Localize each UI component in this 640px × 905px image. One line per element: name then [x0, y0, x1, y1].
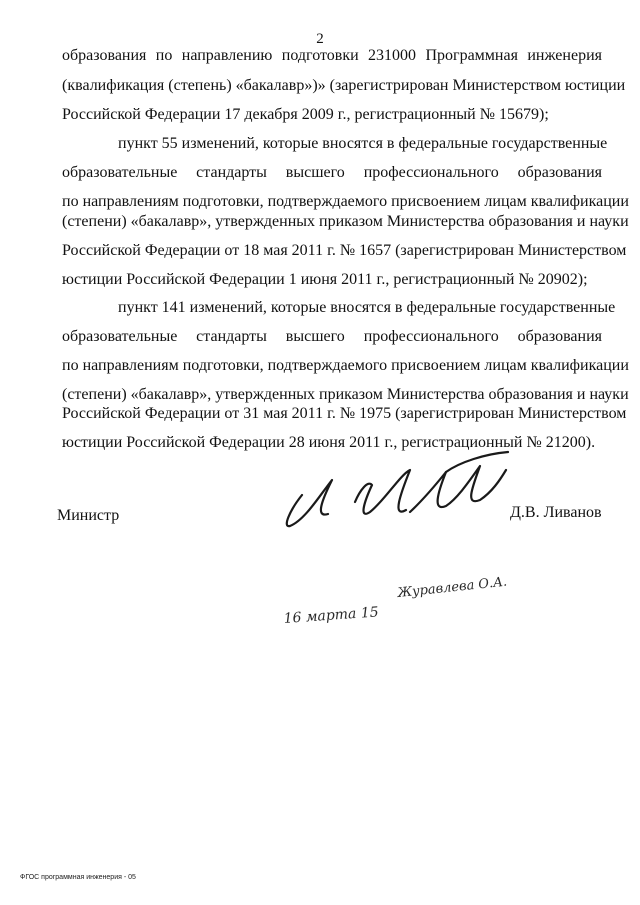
handwritten-note [270, 575, 530, 645]
paragraph-1-line-2: (квалификация (степень) «бакалавр»)» (зарегистрирован Министерством юстиции [62, 77, 626, 94]
handnote-line-2: 16 марта 15 [283, 604, 380, 627]
paragraph-2-line-2: образовательные стандарты высшего профессионального образования [62, 164, 602, 181]
paragraph-3-line-4: (степени) «бакалавр», утвержденных приказом Министерства образования и науки [62, 386, 629, 403]
paragraph-3-line-3: по направлениям подготовки, подтверждаемого присвоением лицам квалификации [62, 357, 629, 374]
footer-note: ФГОС программная инженерия - 05 [20, 874, 136, 881]
paragraph-1-line-3: Российской Федерации 17 декабря 2009 г., регистрационный № 15679); [62, 106, 549, 123]
handwritten-signature [260, 440, 520, 540]
paragraph-3-line-6: юстиции Российской Федерации 28 июня 2011 г., регистрационный № 21200). [62, 434, 596, 451]
paragraph-2-line-5: Российской Федерации от 18 мая 2011 г. № 1657 (зарегистрирован Министерством [62, 242, 627, 259]
paragraph-3-line-5: Российской Федерации от 31 мая 2011 г. № 1975 (зарегистрирован Министерством [62, 405, 627, 422]
paragraph-2-line-1: пункт 55 изменений, которые вносятся в федеральные государственные [118, 135, 608, 152]
paragraph-3-line-2: образовательные стандарты высшего профессионального образования [62, 328, 602, 345]
signatory-name: Д.В. Ливанов [510, 504, 602, 521]
handnote-line-1: Журавлева О.А. [396, 575, 508, 601]
paragraph-1-line-1: образования по направлению подготовки 231000 Программная инженерия [62, 47, 602, 64]
paragraph-3-line-1: пункт 141 изменений, которые вносятся в федеральные государственные [118, 299, 616, 316]
signatory-title: Министр [57, 507, 120, 524]
paragraph-2-line-6: юстиции Российской Федерации 1 июня 2011 г., регистрационный № 20902); [62, 271, 588, 288]
page-number: 2 [316, 31, 324, 47]
paragraph-2-line-3: по направлениям подготовки, подтверждаемого присвоением лицам квалификации [62, 193, 629, 210]
paragraph-2-line-4: (степени) «бакалавр», утвержденных приказом Министерства образования и науки [62, 213, 629, 230]
